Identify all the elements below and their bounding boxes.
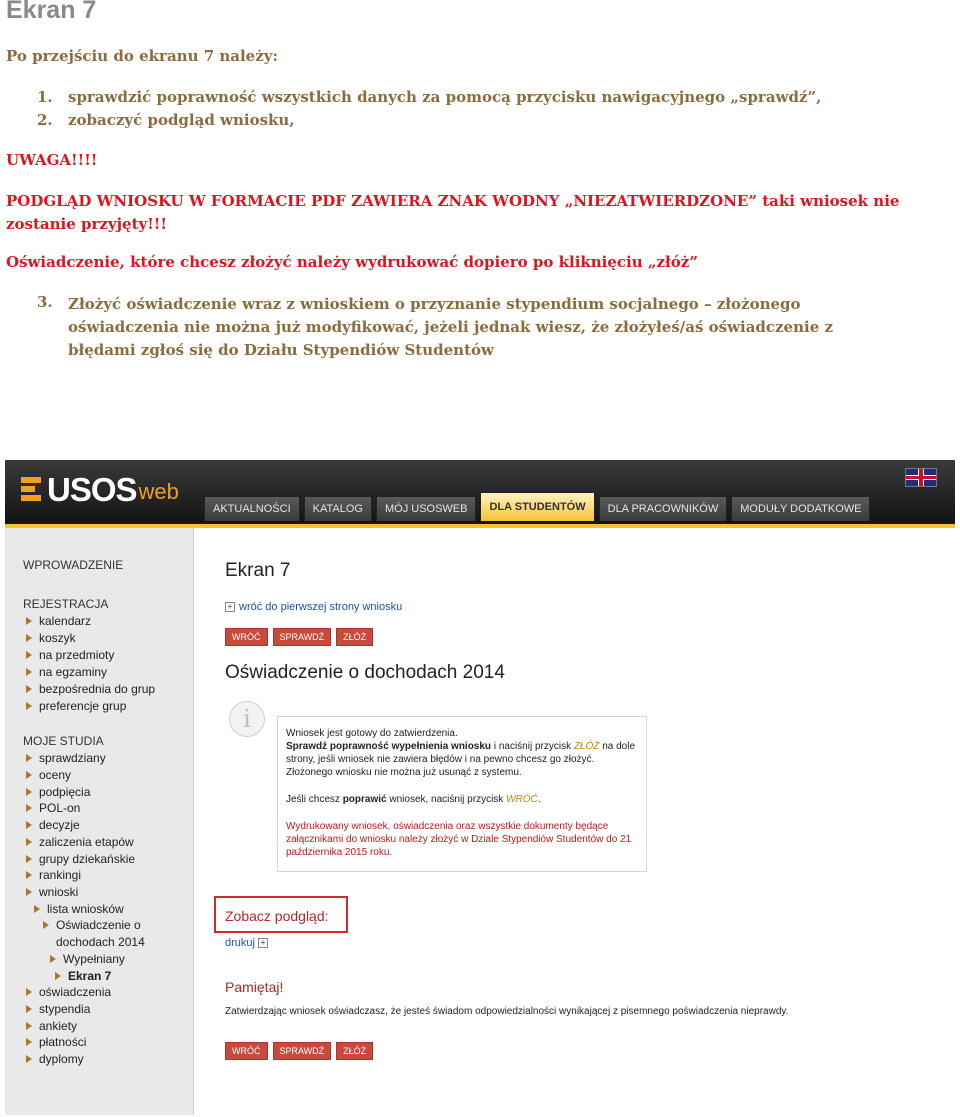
sidebar-item-label: Wypełniany <box>63 952 125 966</box>
sidebar-item-platnosci[interactable] <box>26 1035 86 1049</box>
sidebar-item-oswiadczenie[interactable] <box>43 918 141 932</box>
sidebar-item-label: na przedmioty <box>39 648 115 662</box>
remember-title: Pamiętaj! <box>225 979 284 995</box>
tab-dla-pracownikow[interactable]: DLA PRACOWNIKÓW <box>599 496 728 521</box>
sidebar-section-rejestracja[interactable]: REJESTRACJA <box>23 597 109 611</box>
tab-katalog[interactable]: KATALOG <box>304 496 372 521</box>
sidebar-item-stypendia[interactable] <box>26 1002 90 1016</box>
warning-heading: UWAGA!!!! <box>6 151 98 169</box>
sidebar-item-pol-on[interactable] <box>26 801 80 815</box>
sidebar-item-grupy-dziekanskie[interactable] <box>26 852 135 866</box>
step-text: Złożyć oświadczenie wraz z wnioskiem o przyznanie stypendium socjalnego – złożonego oświadczenia nie można już modyfikować, jeżeli jednak wiesz, że złożyłeś/aś oświadczenie z błędami zgłoś się do Działu Stypendiów Studentów <box>68 295 833 359</box>
sidebar-section-moje-studia[interactable]: MOJE STUDIA <box>23 734 104 748</box>
back-button[interactable]: WRÓĆ <box>225 628 268 646</box>
sidebar-item-label: wnioski <box>39 885 79 899</box>
top-button-bar <box>225 628 378 646</box>
arrow-right-icon <box>26 617 32 625</box>
sidebar-item-oceny[interactable] <box>26 768 71 782</box>
sidebar-item-label: rankingi <box>39 868 82 882</box>
arrow-right-icon <box>26 1055 32 1063</box>
arrow-right-icon <box>26 1022 32 1030</box>
info-box <box>277 716 647 872</box>
sidebar-item-zaliczenia-etapow[interactable] <box>26 835 134 849</box>
sidebar-item-label: oświadczenia <box>39 985 112 999</box>
arrow-right-icon <box>26 754 32 762</box>
plus-icon: + <box>258 938 268 948</box>
arrow-right-icon <box>26 804 32 812</box>
sidebar-item-label: oceny <box>39 768 72 782</box>
sidebar-item-rankingi[interactable] <box>26 868 81 882</box>
sidebar-item-dyplomy[interactable] <box>26 1052 84 1066</box>
arrow-right-icon <box>26 651 32 659</box>
submit-button[interactable]: ZŁÓŻ <box>336 628 373 646</box>
sidebar-item-label: bezpośrednia do grup <box>39 682 156 696</box>
sidebar-item-oswiadczenie-cont[interactable] <box>56 935 145 949</box>
check-button[interactable]: SPRAWDŹ <box>273 628 332 646</box>
sidebar <box>5 528 194 1115</box>
submit-button[interactable]: ZŁÓŻ <box>336 1042 373 1060</box>
sidebar-item-label: sprawdziany <box>39 751 106 765</box>
sidebar-item-lista-wnioskow[interactable] <box>34 902 124 916</box>
arrow-right-icon <box>50 955 56 963</box>
sidebar-item-decyzje[interactable] <box>26 818 80 832</box>
step-number: 1. <box>37 88 53 106</box>
main-nav <box>204 496 874 521</box>
bottom-button-bar <box>225 1042 378 1060</box>
sidebar-item-bezposrednia-do-grup[interactable] <box>26 682 155 696</box>
info-bold-correct: poprawić <box>342 794 387 805</box>
step-text: sprawdzić poprawność wszystkich danych za pomocą przycisku nawigacyjnego „sprawdź”, <box>68 88 822 106</box>
arrow-right-icon <box>26 771 32 779</box>
tab-moduly-dodatkowe[interactable]: MODUŁY DODATKOWE <box>731 496 870 521</box>
uk-flag-icon[interactable] <box>905 468 937 487</box>
back-to-first-page-link[interactable] <box>225 601 402 613</box>
sidebar-item-podpiecia[interactable] <box>26 785 90 799</box>
preview-label: Zobacz podgląd: <box>225 908 329 924</box>
arrow-right-icon <box>26 1038 32 1046</box>
sidebar-item-label: ankiety <box>39 1019 78 1033</box>
tab-dla-studentow[interactable]: DLA STUDENTÓW <box>480 492 594 521</box>
usosweb-logo[interactable] <box>21 470 179 510</box>
sidebar-item-ekran-7[interactable] <box>55 969 111 983</box>
sidebar-item-wypelniany[interactable] <box>50 952 125 966</box>
arrow-right-icon <box>26 668 32 676</box>
sidebar-item-oswiadczenia[interactable] <box>26 985 111 999</box>
step-number: 2. <box>37 111 53 129</box>
arrow-right-icon <box>26 838 32 846</box>
sidebar-section-wprowadzenie[interactable]: WPROWADZENIE <box>23 558 124 572</box>
sidebar-item-label: lista wniosków <box>47 902 124 916</box>
page-title: Ekran 7 <box>225 560 291 581</box>
arrow-right-icon <box>26 821 32 829</box>
arrow-right-icon <box>34 905 40 913</box>
document-intro: Po przejściu do ekranu 7 należy: <box>6 47 278 65</box>
sidebar-item-label: decyzje <box>39 818 80 832</box>
sidebar-item-label: koszyk <box>39 631 76 645</box>
sidebar-item-koszyk[interactable] <box>26 631 76 645</box>
tab-aktualnosci[interactable]: AKTUALNOŚCI <box>204 496 300 521</box>
watermark-note: PODGLĄD WNIOSKU W FORMACIE PDF ZAWIERA ZNAK WODNY „NIEZATWIERDZONE” taki wniosek nie zostanie przyjęty!!! <box>6 192 900 233</box>
info-icon: i <box>229 701 265 737</box>
arrow-right-icon <box>26 888 32 896</box>
sidebar-item-kalendarz[interactable] <box>26 614 91 628</box>
top-bar <box>5 460 955 528</box>
sidebar-item-sprawdziany[interactable] <box>26 751 106 765</box>
sidebar-item-label: płatności <box>39 1035 87 1049</box>
arrow-right-icon <box>26 788 32 796</box>
info-highlight-back: WRÓĆ <box>506 794 538 805</box>
arrow-right-icon <box>26 685 32 693</box>
info-instructions <box>286 740 641 779</box>
info-highlight-submit: ZŁÓŻ <box>573 741 600 752</box>
sidebar-item-label: preferencje grup <box>39 699 127 713</box>
info-text: Jeśli chcesz <box>286 794 343 805</box>
document-title: Ekran 7 <box>6 0 97 24</box>
info-text: i naciśnij przycisk <box>491 741 574 752</box>
sidebar-item-na-przedmioty[interactable] <box>26 648 114 662</box>
step-number: 3. <box>37 293 53 311</box>
sidebar-item-wnioski[interactable] <box>26 885 78 899</box>
arrow-right-icon <box>26 634 32 642</box>
info-text: na dole strony, jeśli wniosek nie zawiera błędów i na pewno chcesz go złożyć. Złożonego wniosku nie można już usunąć z systemu. <box>286 741 636 778</box>
form-title: Oświadczenie o dochodach 2014 <box>225 662 505 683</box>
check-button[interactable]: SPRAWDŹ <box>273 1042 332 1060</box>
arrow-right-icon <box>43 921 49 929</box>
logo-text: USOS <box>47 471 137 508</box>
logo-mark-icon <box>21 475 43 505</box>
arrow-right-icon <box>26 871 32 879</box>
info-ready-text: Wniosek jest gotowy do zatwierdzenia. <box>286 728 458 739</box>
print-link-label: drukuj <box>225 937 255 949</box>
sidebar-item-ankiety[interactable] <box>26 1019 77 1033</box>
steps-list <box>0 86 821 132</box>
arrow-right-icon <box>26 988 32 996</box>
arrow-right-icon <box>55 972 61 980</box>
arrow-right-icon <box>26 702 32 710</box>
info-correct-text <box>286 793 641 806</box>
sidebar-item-label: zaliczenia etapów <box>39 835 134 849</box>
info-deadline-note: Wydrukowany wniosek, oświadczenia oraz wszystkie dokumenty będące załącznikami do wniosku należy złożyć w Dziale Stypendiów Studentów do 21 października 2015 roku. <box>286 821 632 858</box>
arrow-right-icon <box>26 855 32 863</box>
info-text: . <box>537 794 541 805</box>
arrow-right-icon <box>26 1005 32 1013</box>
sidebar-item-label: kalendarz <box>39 614 92 628</box>
step-item <box>0 86 821 109</box>
info-text: wniosek, naciśnij przycisk <box>386 794 507 805</box>
usosweb-screenshot <box>5 460 955 1115</box>
main-content <box>225 528 945 1115</box>
sidebar-item-na-egzaminy[interactable] <box>26 665 107 679</box>
step-text: zobaczyć podgląd wniosku, <box>68 111 295 129</box>
sidebar-item-label: na egzaminy <box>39 665 108 679</box>
sidebar-item-preferencje-grup[interactable] <box>26 699 126 713</box>
back-link-label: wróć do pierwszej strony wniosku <box>239 601 403 613</box>
remember-text: Zatwierdzając wniosek oświadczasz, że jesteś świadom odpowiedzialności wynikającej z pisemnego poświadczenia nieprawdy. <box>225 1006 789 1017</box>
plus-icon: + <box>225 602 235 612</box>
sidebar-item-label: podpięcia <box>39 785 91 799</box>
sidebar-item-label: POL-on <box>39 801 81 815</box>
sidebar-item-label: Oświadczenie o <box>56 918 141 932</box>
print-link[interactable] <box>225 937 268 949</box>
sidebar-item-label: grupy dziekańskie <box>39 852 136 866</box>
logo-subtext: web <box>138 479 179 504</box>
tab-moj-usosweb[interactable]: MÓJ USOSWEB <box>376 496 477 521</box>
step-3 <box>0 293 900 362</box>
sidebar-item-label: dochodach 2014 <box>56 935 145 949</box>
info-bold-check: Sprawdź poprawność wypełnienia wniosku <box>286 741 492 752</box>
step-item <box>0 109 821 132</box>
print-note: Oświadczenie, które chcesz złożyć należy wydrukować dopiero po kliknięciu „złóż” <box>6 253 698 271</box>
sidebar-item-label: Ekran 7 <box>68 969 112 983</box>
back-button[interactable]: WRÓĆ <box>225 1042 268 1060</box>
sidebar-item-label: dyplomy <box>39 1052 84 1066</box>
sidebar-item-label: stypendia <box>39 1002 91 1016</box>
